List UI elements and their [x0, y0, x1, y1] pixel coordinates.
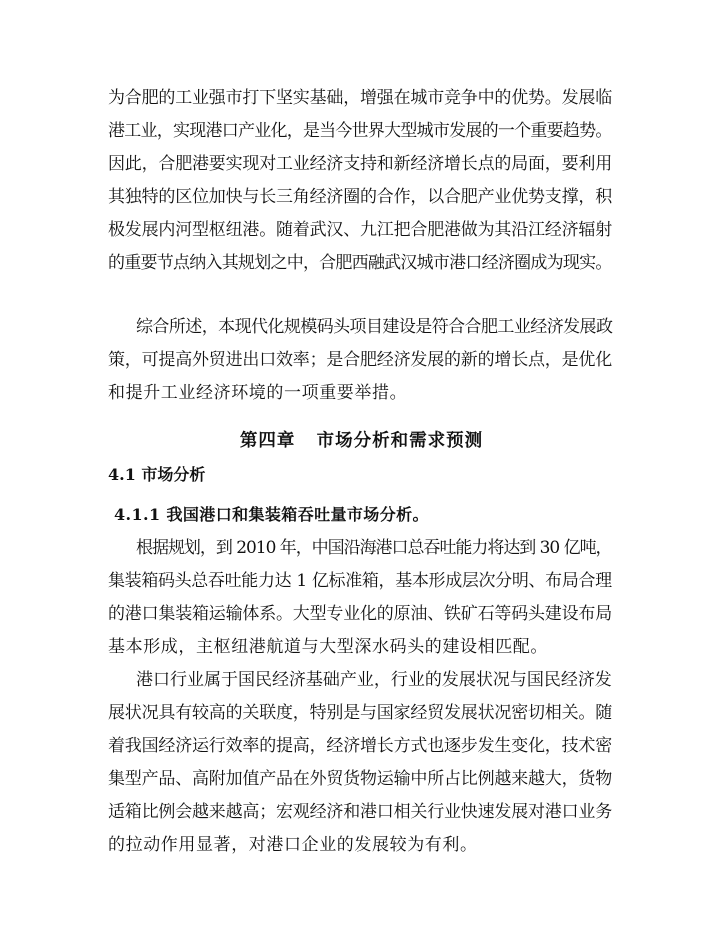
paragraph-line: 展状况具有较高的关联度，特别是与国家经贸发展状况密切相关。随 — [108, 703, 612, 723]
paragraph-line: 综合所述，本现代化规模码头项目建设是符合合肥工业经济发展政 — [136, 317, 613, 337]
paragraph-line: 因此，合肥港要实现对工业经济支持和新经济增长点的局面，要利用 — [108, 154, 612, 174]
paragraph-line: 适箱比例会越来越高；宏观经济和港口相关行业快速发展对港口业务 — [108, 802, 612, 822]
paragraph-line: 港工业，实现港口产业化，是当今世界大型城市发展的一个重要趋势。 — [108, 121, 612, 141]
paragraph-line: 其独特的区位加快与长三角经济圈的合作，以合肥产业优势支撑，积 — [108, 187, 612, 207]
paragraph-line: 的重要节点纳入其规划之中，合肥西融武汉城市港口经济圈成为现实。 — [108, 253, 612, 273]
section-heading: 4.1 市场分析 — [108, 465, 206, 484]
paragraph-line: 集装箱码头总吞吐能力达 1 亿标准箱，基本形成层次分明、布局合理 — [108, 571, 612, 591]
paragraph-line: 港口行业属于国民经济基础产业，行业的发展状况与国民经济发 — [136, 670, 612, 690]
paragraph-line: 的拉动作用显著，对港口企业的发展较为有利。 — [108, 835, 478, 855]
paragraph-line: 策，可提高外贸进出口效率；是合肥经济发展的新的增长点，是优化 — [108, 350, 612, 370]
paragraph-line: 根据规划，到 2010 年，中国沿海港口总吞吐能力将达到 30 亿吨， — [136, 538, 612, 558]
paragraph-line: 着我国经济运行效率的提高，经济增长方式也逐步发生变化，技术密 — [108, 736, 612, 756]
subsection-heading: 4.1.1 我国港口和集装箱吞吐量市场分析。 — [114, 505, 429, 524]
paragraph-line: 集型产品、高附加值产品在外贸货物运输中所占比例越来越大，货物 — [108, 769, 612, 789]
chapter-heading: 第四章 市场分析和需求预测 — [239, 431, 484, 451]
paragraph-line: 为合肥的工业强市打下坚实基础，增强在城市竞争中的优势。发展临 — [108, 88, 612, 108]
paragraph-line: 基本形成，主枢纽港航道与大型深水码头的建设相匹配。 — [108, 637, 548, 657]
paragraph-line: 的港口集装箱运输体系。大型专业化的原油、铁矿石等码头建设布局 — [108, 604, 612, 624]
paragraph-line: 和提升工业经济环境的一项重要举措。 — [108, 383, 408, 403]
paragraph-line: 极发展内河型枢纽港。随着武汉、九江把合肥港做为其沿江经济辐射 — [108, 220, 612, 240]
